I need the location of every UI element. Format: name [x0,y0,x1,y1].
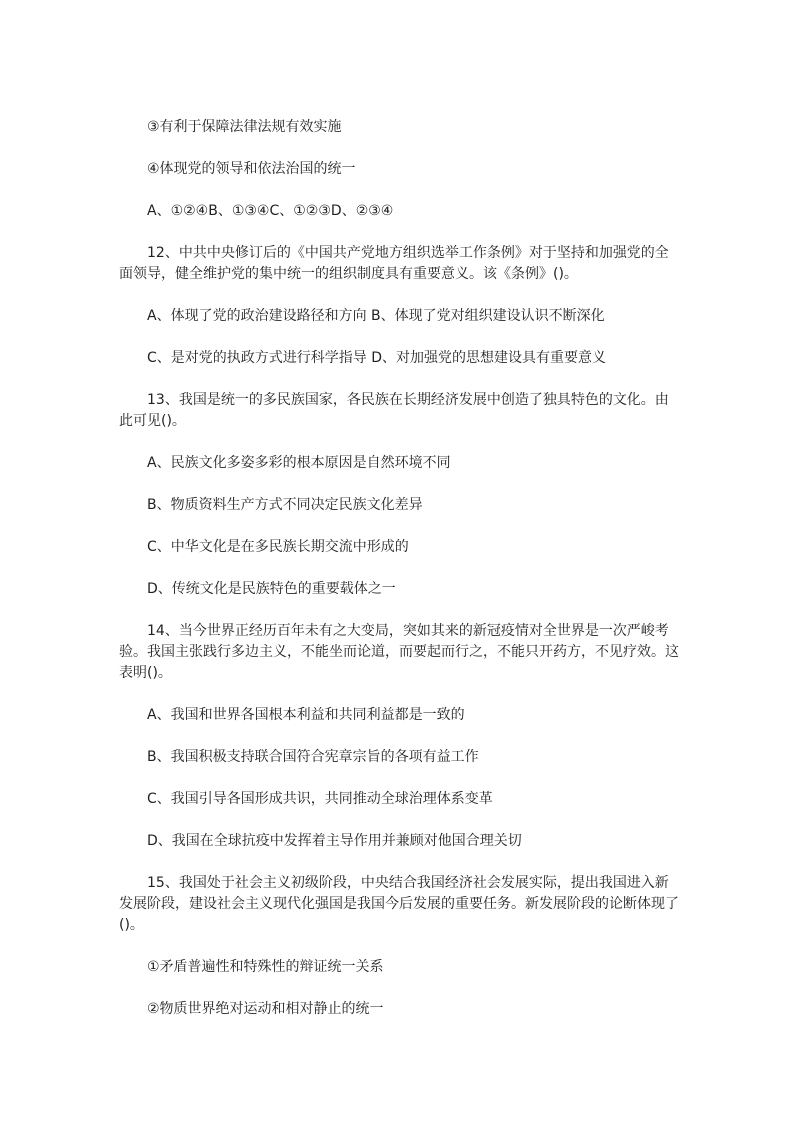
q14-option-a: A、我国和世界各国根本利益和共同利益都是一致的 [147,707,465,723]
statement-3: ③有利于保障法律法规有效实施 [147,119,342,135]
q11-options: A、①②④B、①③④C、①②③D、②③④ [147,203,394,219]
q13-option-a: A、民族文化多姿多彩的根本原因是自然环境不同 [147,455,451,471]
question-15: 15、我国处于社会主义初级阶段，中央结合我国经济社会发展实际，提出我国进入新发展阶段，建设社会主义现代化强国是我国今后发展的重要任务。新发展阶段的论断体现了()。 [119,875,679,933]
q13-option-d: D、传统文化是民族特色的重要载体之一 [147,581,396,597]
question-12: 12、中共中央修订后的《中国共产党地方组织选举工作条例》对于坚持和加强党的全面领导，健全维护党的集中统一的组织制度具有重要意义。该《条例》()。 [119,245,669,282]
q13-option-c: C、中华文化是在多民族长期交流中形成的 [147,539,409,555]
statement-4: ④体现党的领导和依法治国的统一 [147,161,356,177]
q14-option-c: C、我国引导各国形成共识，共同推动全球治理体系变革 [147,791,493,807]
q13-option-b: B、物质资料生产方式不同决定民族文化差异 [147,497,423,513]
q14-option-b: B、我国积极支持联合国符合宪章宗旨的各项有益工作 [147,749,479,765]
q12-options-cd: C、是对党的执政方式进行科学指导 D、对加强党的思想建设具有重要意义 [147,350,607,366]
q14-option-d: D、我国在全球抗疫中发挥着主导作用并兼顾对他国合理关切 [147,833,522,849]
q12-options-ab: A、体现了党的政治建设路径和方向 B、体现了党对组织建设认识不断深化 [147,308,605,324]
question-14: 14、当今世界正经历百年未有之大变局，突如其来的新冠疫情对全世界是一次严峻考验。我国主张践行多边主义，不能坐而论道，而要起而行之，不能只开药方，不见疗效。这表明()。 [119,623,679,681]
question-13: 13、我国是统一的多民族国家，各民族在长期经济发展中创造了独具特色的文化。由此可见()。 [119,392,669,429]
q15-statement-2: ②物质世界绝对运动和相对静止的统一 [147,1001,384,1017]
q15-statement-1: ①矛盾普遍性和特殊性的辩证统一关系 [147,959,384,975]
